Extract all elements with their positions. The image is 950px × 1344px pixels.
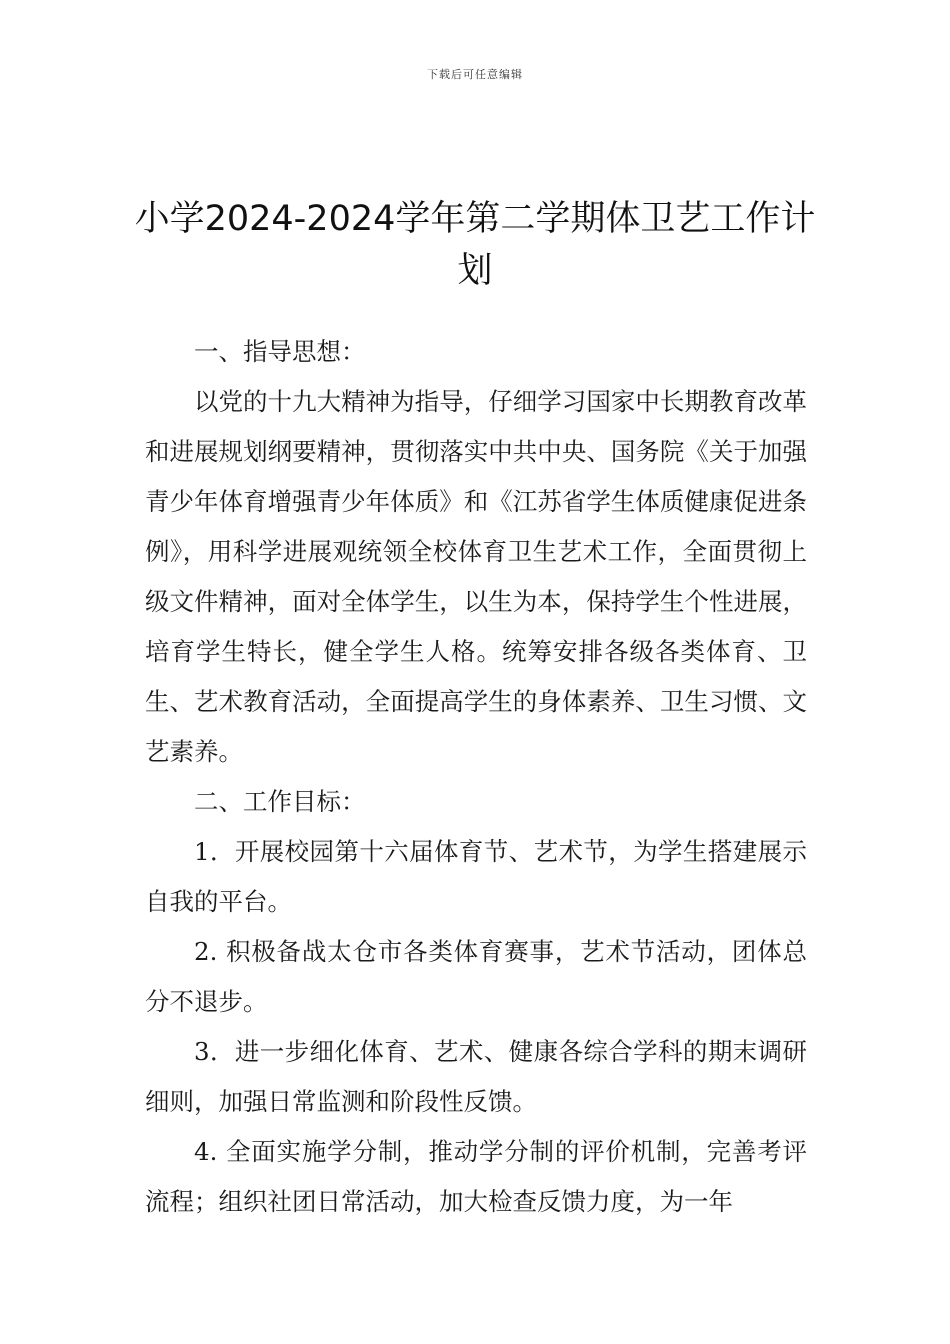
header-note: 下载后可任意编辑 bbox=[427, 68, 523, 81]
goal-item-2: 2. 积极备战太仓市各类体育赛事，艺术节活动，团体总分不退步。 bbox=[145, 937, 807, 1016]
goal-item-3: 3．进一步细化体育、艺术、健康各综合学科的期末调研细则，加强日常监测和阶段性反馈。 bbox=[145, 1037, 807, 1116]
goal-item-1: 1．开展校园第十六届体育节、艺术节，为学生搭建展示自我的平台。 bbox=[145, 837, 807, 916]
document-body bbox=[145, 327, 807, 1227]
paragraph-guiding-ideology: 以党的十九大精神为指导，仔细学习国家中长期教育改革和进展规划纲要精神，贯彻落实中共中央、国务院《关于加强青少年体育增强青少年体质》和《江苏省学生体质健康促进条例》，用科学进展观统领全校体育卫生艺术工作，全面贯彻上级文件精神，面对全体学生，以生为本，保持学生个性进展，培育学生特长，健全学生人格。统筹安排各级各类体育、卫生、艺术教育活动，全面提高学生的身体素养、卫生习惯、文艺素养。 bbox=[145, 387, 807, 766]
section-heading-work-goals: 二、工作目标： bbox=[194, 787, 366, 816]
section-heading-guiding-ideology: 一、指导思想： bbox=[194, 337, 366, 366]
goal-item-4: 4. 全面实施学分制，推动学分制的评价机制，完善考评流程；组织社团日常活动，加大检查反馈力度，为一年 bbox=[145, 1137, 807, 1216]
document-title: 小学2024-2024学年第二学期体卫艺工作计划 bbox=[134, 199, 816, 292]
